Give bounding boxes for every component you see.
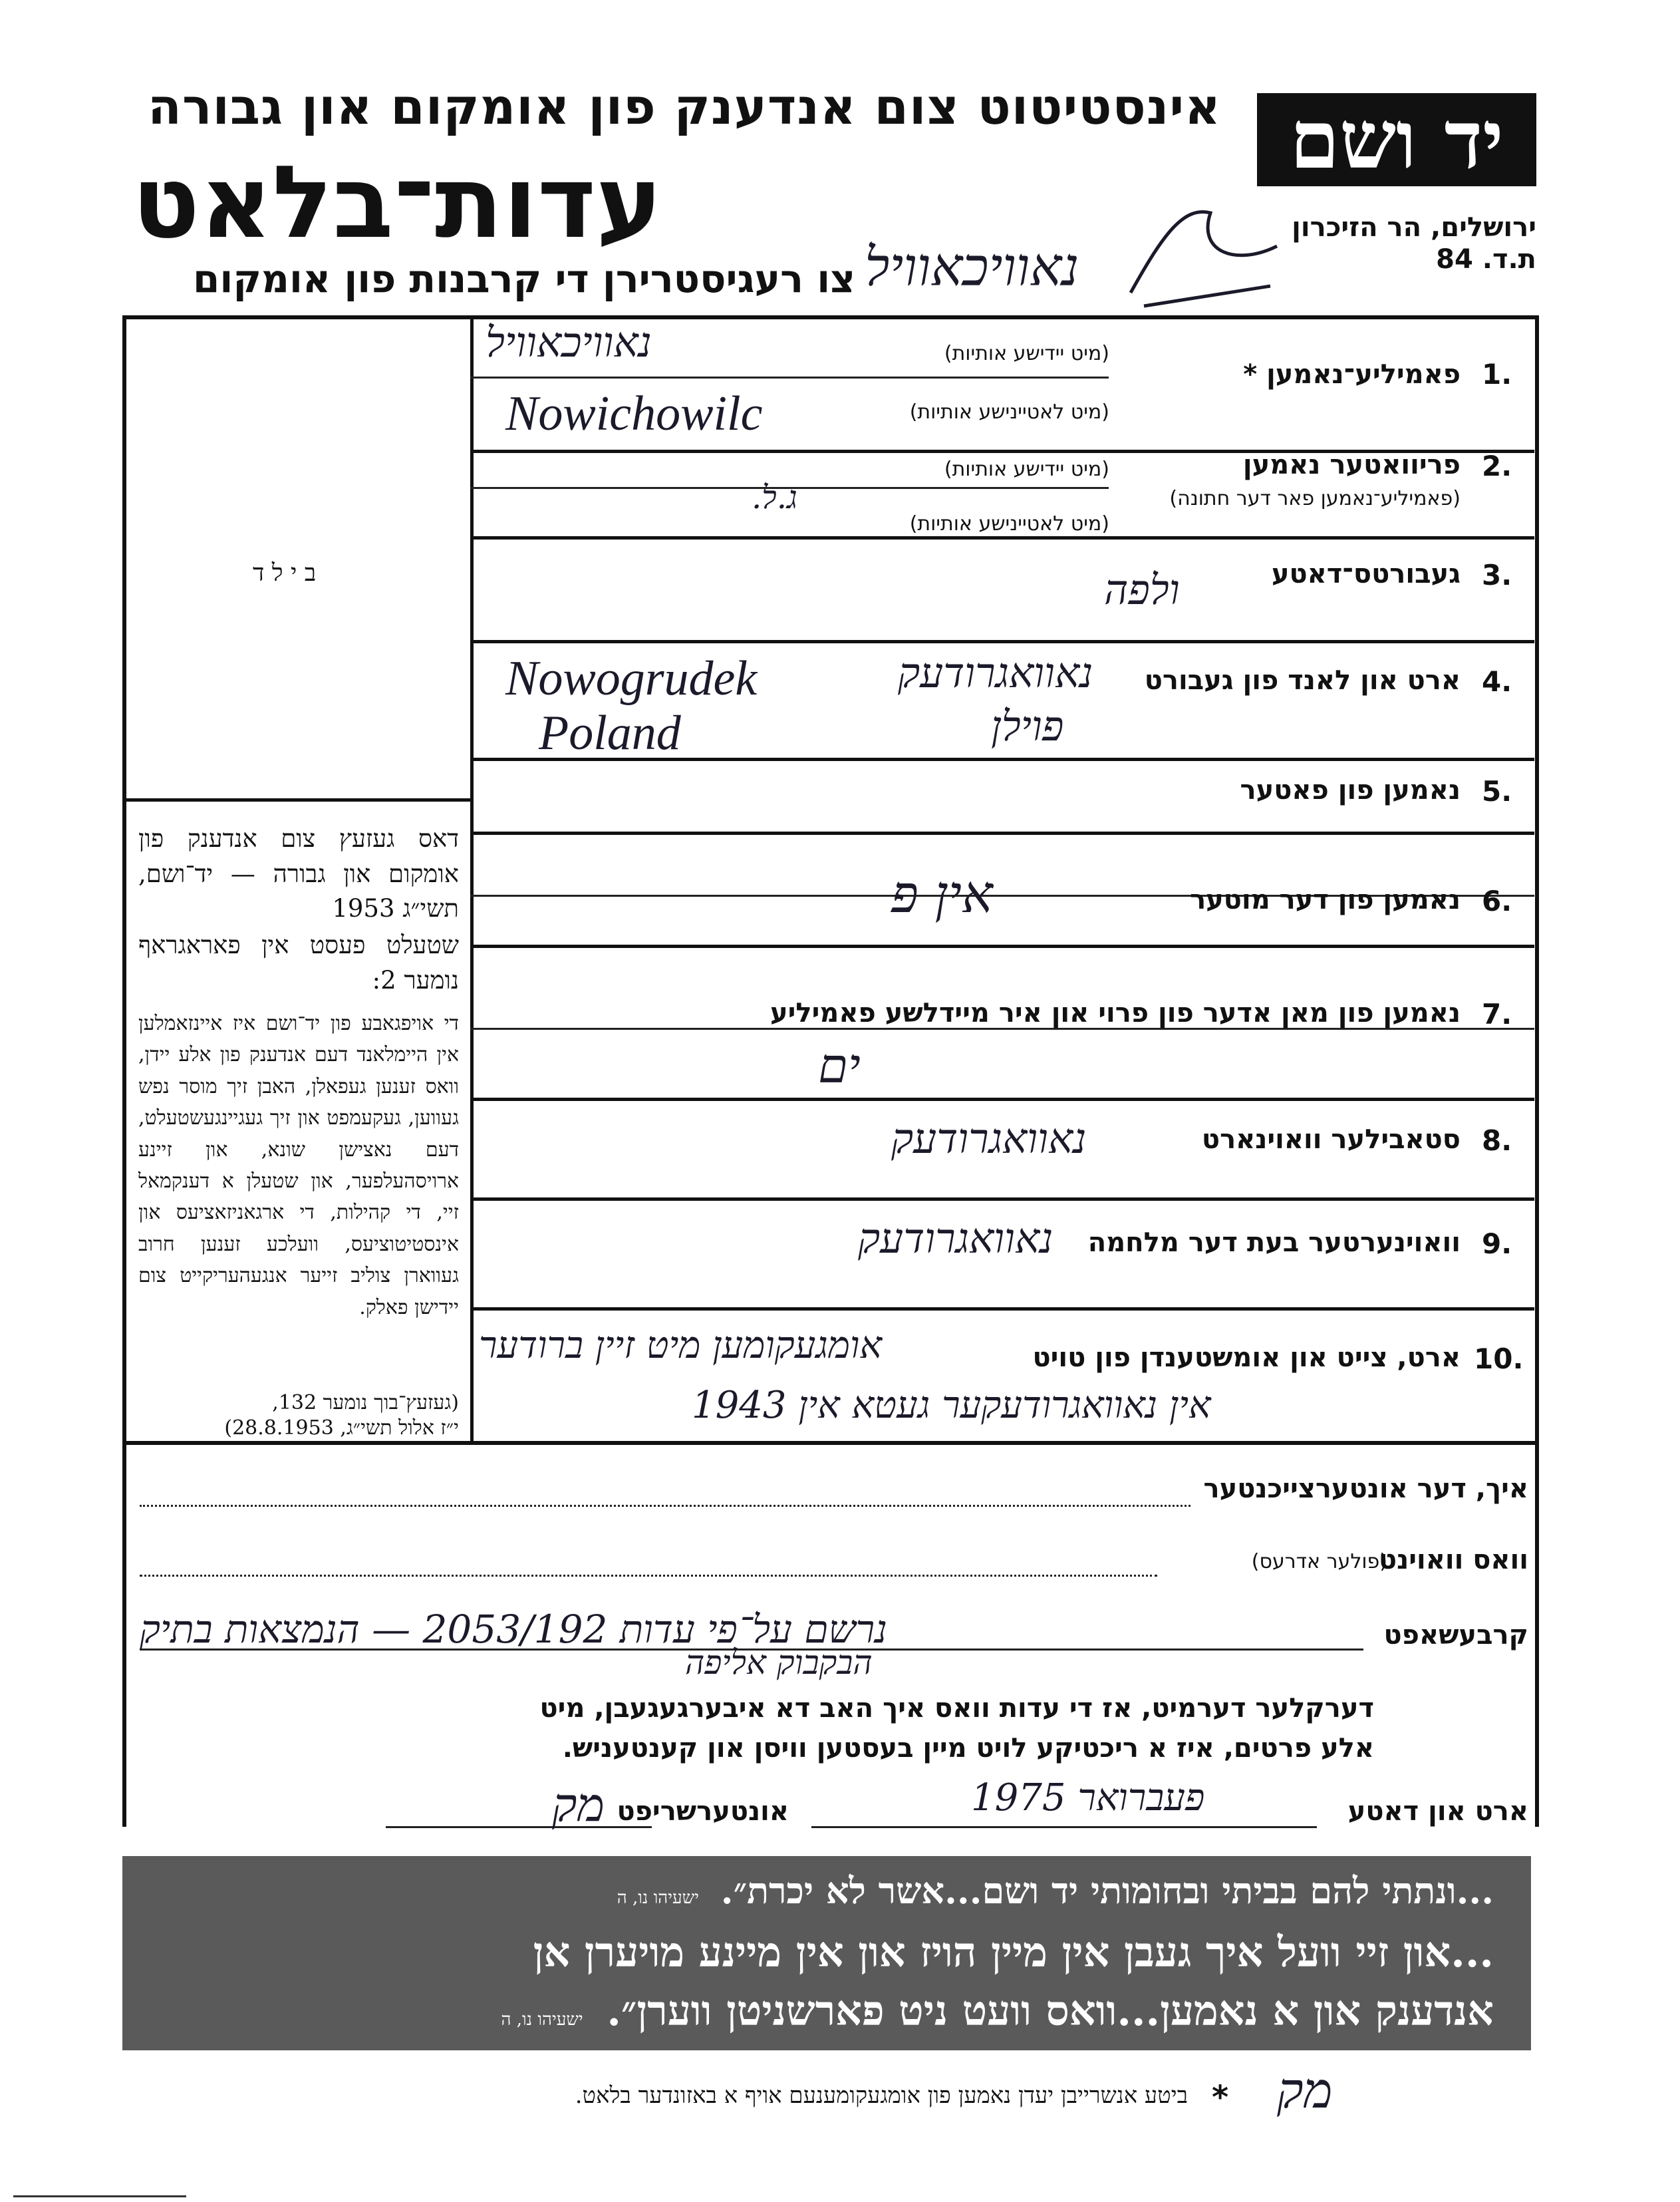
declarant-name-line[interactable] <box>140 1505 1190 1507</box>
banner-line-1 <box>617 1869 1494 1912</box>
row-separator <box>470 1197 1534 1201</box>
field-10-value-line-2[interactable]: אין נאוואגרודעקער געטא אין 1943 <box>692 1384 1211 1427</box>
declarant-relation-label: קרבעשאפט <box>1383 1620 1528 1651</box>
field-1-hint-latin: (מיט לאטיינישע אותיות) <box>909 400 1109 424</box>
field-1-hint-yiddish: (מיט יידישע אותיות) <box>944 342 1109 365</box>
field-9-label: וואוינערטער בעת דער מלחמה <box>1087 1227 1461 1258</box>
field-8-value[interactable]: נאוואגרודעק <box>891 1114 1087 1163</box>
declarant-name-label: איך, דער אונטערצייכנטער <box>1203 1474 1528 1504</box>
banner-line-3 <box>501 1986 1494 2036</box>
field-9-number: 9. <box>1482 1227 1512 1260</box>
gazette-ref: (געזעץ־בוך נומער 132, <box>272 1391 459 1414</box>
banner-line-3-ref: ישעיהו נו, ה <box>501 2010 583 2030</box>
field-4-value-yiddish-2[interactable]: פוילן <box>991 702 1064 750</box>
row-separator <box>470 945 1534 948</box>
field-7-label: נאמען פון מאן אדער פון פרוי און איר מיידלשע פאמיליע <box>770 998 1461 1028</box>
declaration-line-1: דערקלער דערמיט, אז די עדות וואס איך האב דא איבערגעגעבן, מיט <box>539 1693 1374 1724</box>
declarant-address-label: וואס וואוינט <box>1378 1545 1528 1575</box>
field-6-number: 6. <box>1482 885 1512 917</box>
footer-asterisk: * <box>1212 2079 1229 2116</box>
law-paragraph: שטעלט פעסט אין פאראגראף נומער 2: <box>138 931 459 995</box>
field-2-number: 2. <box>1482 450 1512 482</box>
field-10-number: 10. <box>1474 1342 1524 1375</box>
footer-note: ביטע אנשרייבן יעדן נאמען פון אומגעקומענעם אויף א באזונדער בלאט. <box>575 2082 1188 2109</box>
field-6-value[interactable]: אין פ <box>891 865 993 925</box>
banner-line-1-ref: ישעיהו נו, ה <box>617 1888 699 1908</box>
field-1-label: פאמיליע־נאמען * <box>1243 359 1461 390</box>
address-line-2: ת.ד. 84 <box>1436 244 1536 275</box>
scripture-banner <box>122 1856 1531 2050</box>
left-column-divider <box>470 315 474 1441</box>
field-4-label: ארט און לאנד פון געבורט <box>1144 665 1461 696</box>
declarant-relation-value[interactable]: נרשם על־פי עדות 2053/192 — הנמצאות בתיק <box>140 1607 888 1652</box>
place-date-value[interactable]: פעברואר 1975 <box>971 1776 1205 1819</box>
field-5-number: 5. <box>1482 775 1512 808</box>
row-separator <box>470 832 1534 835</box>
field-2-label: פריוואטער נאמען <box>1242 450 1461 480</box>
handwritten-header-scribble <box>1104 193 1304 319</box>
entry-line <box>470 377 1109 379</box>
form-title: עדות־בלאט <box>132 145 662 261</box>
row-separator <box>470 536 1534 540</box>
field-3-value[interactable]: ולפה <box>1104 565 1180 614</box>
signature-label: אונטערשריפט <box>617 1796 789 1827</box>
law-text: די אויפגאבע פון יד־ושם איז איינזאמלען אין היימלאנד דעם אנדענק פון אלע יידן, וואס זענען געפאלן, האבן זיך מוסר נפש געווען, געקעמפט און זיך געגיינגעשטעלט, דעם נאצישן שונא, און זיינע ארויסהעלפער, און שטעלן א דענקמאל זיי, די קהילות, די ארגאניזאציעס און אינסטיטוציעס, וועלכע זענען חרוב געווארן צוליב זייער אנגעהעריקייט צום יידישן פאלק. <box>138 1012 459 1319</box>
field-4-value-latin[interactable]: Nowogrudek <box>505 651 758 706</box>
row-separator <box>470 1098 1534 1101</box>
declaration-line-2: אלע פרטים, איז א ריכטיקע לויט מיין בעסטען וויסן און קענטעניש. <box>562 1733 1374 1764</box>
photo-label: ב י ל ד <box>253 559 317 587</box>
row-separator <box>470 1307 1534 1311</box>
field-9-value[interactable]: נאוואגרודעק <box>858 1214 1053 1263</box>
field-10-value-line-1[interactable]: אומגעקומען מיט זיין ברודער <box>479 1324 883 1367</box>
field-2-hint-yiddish: (מיט יידישע אותיות) <box>944 458 1109 481</box>
field-10-label: ארט, צייט און אומשטענדן פון טויט <box>1032 1342 1461 1373</box>
place-date-label: ארט און דאטע <box>1347 1796 1528 1827</box>
field-7-number: 7. <box>1482 998 1512 1030</box>
institute-line: אינסטיטוט צום אנדענק פון אומקום און גבורה <box>148 79 1221 136</box>
field-1-value-latin[interactable]: Nowichowilc <box>505 387 763 441</box>
field-3-number: 3. <box>1482 559 1512 591</box>
place-date-line <box>811 1826 1317 1828</box>
handwritten-header-name: נאוויכאוויל <box>865 236 1079 298</box>
scan-mark <box>13 2195 186 2197</box>
gazette-date: י״ז אלול תשי״ג, 28.8.1953) <box>224 1416 459 1440</box>
photo-box-divider <box>122 798 474 802</box>
declarant-address-line[interactable] <box>140 1575 1157 1577</box>
law-title: דאס געזעץ צום אנדענק פון אומקום און גבורה — יד־ושם, תשי״ג 1953 <box>138 824 459 923</box>
banner-line-3-text: אנדענק און א נאמען...וואס וועט ניט פארשניטן ווערן״. <box>607 1986 1494 2035</box>
declarant-address-note: (פולער אדרעס) <box>1251 1550 1387 1573</box>
field-3-label: געבורטס־דאטע <box>1271 559 1461 589</box>
field-2-value[interactable]: ג.ל. <box>752 479 797 516</box>
field-4-value-latin-2[interactable]: Poland <box>539 706 681 760</box>
field-2-label-note: (פאמיליע־נאמען פאר דער חתונה) <box>1169 487 1461 510</box>
banner-line-2: ...און זיי וועל איך געבן אין מיין הויז און אין מיינע מויערן אן <box>533 1928 1494 1976</box>
field-4-value-yiddish[interactable]: נאוואגרודעק <box>898 649 1093 697</box>
row-separator <box>470 640 1534 643</box>
field-8-number: 8. <box>1482 1124 1512 1157</box>
yad-vashem-logo: יד ושם <box>1257 93 1536 186</box>
field-6-label: נאמען פון דער מוטער <box>1190 885 1461 915</box>
banner-line-1-text: ...ונתתי להם בביתי ובחומותי יד ושם...אשר לא יכרת״. <box>720 1869 1494 1912</box>
signature-mark[interactable]: מק <box>552 1778 605 1832</box>
address-line-1: ירושלים, הר הזיכרון <box>1292 212 1536 243</box>
field-7-value[interactable]: ים <box>818 1038 861 1094</box>
field-1-value-yiddish[interactable]: נאוויכאוויל <box>486 318 652 367</box>
address-block <box>1292 212 1536 275</box>
field-1-number: 1. <box>1482 358 1512 391</box>
field-8-label: סטאבילער וואוינארט <box>1201 1124 1461 1155</box>
field-2-hint-latin: (מיט לאטיינישע אותיות) <box>909 512 1109 536</box>
field-5-label: נאמען פון פאטער <box>1240 775 1461 806</box>
signature-line <box>386 1826 652 1828</box>
form-subtitle: צו רעגיסטרירן די קרבנות פון אומקום <box>193 256 855 301</box>
footer-initials: מק <box>1277 2062 1333 2120</box>
declarant-relation-value-2[interactable]: הבקבוק אליפה <box>685 1643 873 1682</box>
field-4-number: 4. <box>1482 665 1512 698</box>
